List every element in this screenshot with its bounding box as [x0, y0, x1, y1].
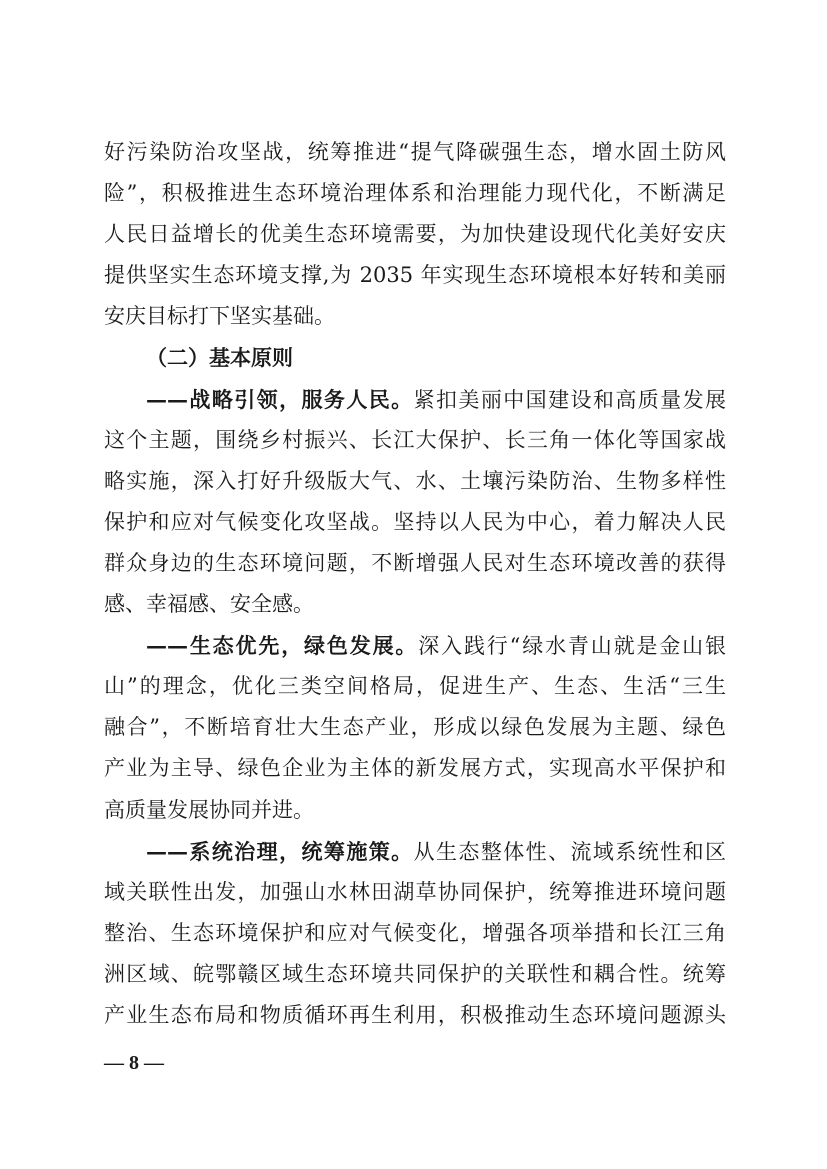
- section-heading: （二）基本原则: [146, 345, 293, 371]
- paragraph-line: 这个主题，围绕乡村振兴、长江大保护、长三角一体化等国家战: [104, 427, 726, 452]
- paragraph-first-line: [104, 625, 726, 666]
- principle-title: ——生态优先，绿色发展。: [146, 633, 419, 659]
- principle-title: ——战略引领，服务人民。: [146, 386, 414, 412]
- page-number: — 8 —: [104, 1052, 164, 1074]
- paragraph-line: 融合”，不断培育壮大生态产业，形成以绿色发展为主题、绿色: [104, 715, 726, 740]
- paragraph-first-line: [104, 379, 726, 420]
- paragraph-line: 略实施，深入打好升级版大气、水、土壤污染防治、生物多样性: [104, 468, 726, 493]
- principle-title: ——系统治理，统筹施策。: [146, 838, 414, 864]
- paragraph-text: 深入践行“绿水青山就是金山银: [418, 634, 726, 659]
- paragraph-line: 好污染防治攻坚战，统筹推进“提气降碳强生态，增水固土防风: [104, 140, 726, 164]
- paragraph-line: 保护和应对气候变化攻坚战。坚持以人民为中心，着力解决人民: [104, 509, 726, 534]
- paragraph-first-line: [104, 831, 726, 872]
- paragraph-line: 人民日益增长的优美生态环境需要，为加快建设现代化美好安庆: [104, 222, 726, 247]
- paragraph-line: 产业生态布局和物质循环再生利用，积极推动生态环境问题源头: [104, 1002, 726, 1027]
- paragraph-line: 高质量发展协同并进。: [104, 797, 314, 822]
- paragraph-line: 提供坚实生态环境支撑,为 2035 年实现生态环境根本好转和美丽: [104, 263, 726, 288]
- paragraph-line: 感、幸福感、安全感。: [104, 592, 314, 617]
- paragraph-line: 整治、生态环境保护和应对气候变化，增强各项举措和长江三角: [104, 920, 726, 945]
- paragraph-line: 险”，积极推进生态环境治理体系和治理能力现代化，不断满足: [104, 181, 726, 206]
- paragraph-line: 产业为主导、绿色企业为主体的新发展方式，实现高水平保护和: [104, 756, 726, 781]
- paragraph-text: 从生态整体性、流域系统性和区: [413, 839, 727, 864]
- paragraph-line: 域关联性出发，加强山水林田湖草协同保护，统筹推进环境问题: [104, 879, 726, 904]
- paragraph-line: 群众身边的生态环境问题，不断增强人民对生态环境改善的获得: [104, 550, 726, 575]
- paragraph-line: 山”的理念，优化三类空间格局，促进生产、生态、生活“三生: [104, 674, 726, 699]
- paragraph-text: 紧扣美丽中国建设和高质量发展: [413, 387, 727, 412]
- body-text: [104, 132, 726, 1036]
- paragraph-line: 洲区域、皖鄂赣区域生态环境共同保护的关联性和耦合性。统筹: [104, 961, 726, 986]
- paragraph-line: 安庆目标打下坚实基础。: [104, 304, 335, 329]
